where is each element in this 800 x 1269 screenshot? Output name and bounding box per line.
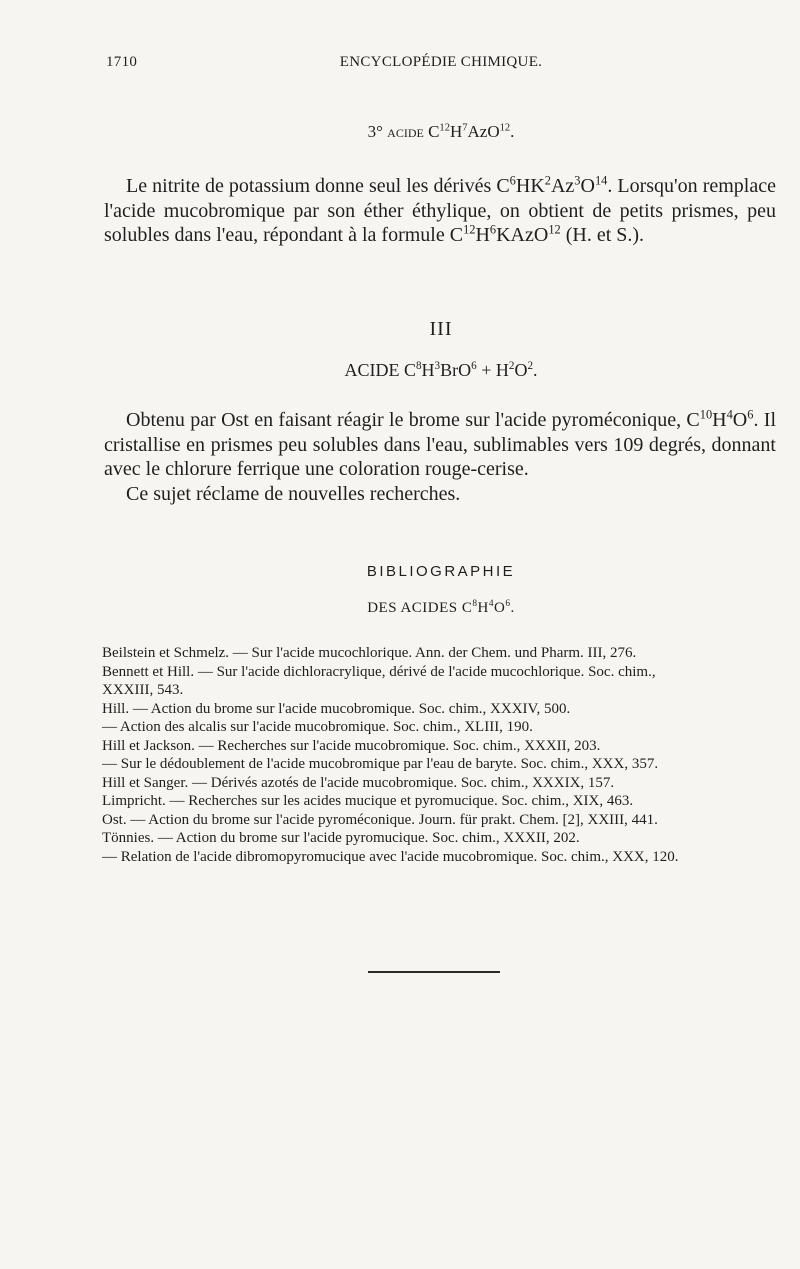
- paragraph-research-note: Ce sujet réclame de nouvelles recherches.: [126, 482, 461, 505]
- section-3-number: 3°: [367, 122, 383, 141]
- bibliography-entry: Ost. — Action du brome sur l'acide pyroméconique. Journ. für prakt. Chem. [2], XXIII, 441.: [102, 811, 658, 828]
- page-number: 1710: [106, 54, 138, 70]
- bibliography-entry: — Action des alcalis sur l'acide mucobromique. Soc. chim., XLIII, 190.: [102, 719, 533, 735]
- section-3-formula: $C^{12}H^7AzO^{12}$.: [428, 122, 515, 141]
- running-title: ENCYCLOPÉDIE CHIMIQUE.: [339, 54, 543, 70]
- paragraph-ost: [104, 408, 776, 506]
- section-iii-number: III: [429, 318, 453, 340]
- bibliography-entry: — Sur le dédoublement de l'acide mucobromique par l'eau de baryte. Soc. chim., XXX, 357.: [102, 756, 659, 772]
- bibliography-entry: — Relation de l'acide dibromopyromucique avec l'acide mucobromique. Soc. chim., XXX, 120.: [102, 848, 679, 865]
- bibliography-entry: Hill et Jackson. — Recherches sur l'acide mucobromique. Soc. chim., XXXII, 203.: [102, 737, 601, 754]
- section-3-heading: [106, 122, 776, 142]
- bibliography-entry-continuation: XXXIII, 543.: [102, 682, 184, 698]
- bibliography-entry: Limpricht. — Recherches sur les acides mucique et pyromucique. Soc. chim., XIX, 463.: [102, 793, 634, 809]
- bibliography-entry: Beilstein et Schmelz. — Sur l'acide mucochlorique. Ann. der Chem. und Pharm. III, 276.: [102, 645, 637, 661]
- bibliography-subtitle-text: DES ACIDES $C^8H^4O^6$.: [367, 599, 515, 616]
- acid-formula: ACIDE $C^8H^3BrO^6 + H^2O^2$.: [344, 360, 538, 380]
- paragraph-nitrite-text: Le nitrite de potassium donne seul les dérivés $C^6HK^2Az^3O^{14}$. Lorsqu'on remplace l'acide mucobromique par son éther éthylique, on obtient de petits prismes, peu solubles dans l'eau, répondant à la formule $C^{12}H^6KAzO^{12}$ (H. et S.).: [104, 173, 776, 246]
- section-3-label: acide: [387, 122, 424, 141]
- bibliography-list: [102, 644, 774, 866]
- section-divider-rule: [368, 971, 500, 973]
- bibliography-title: BIBLIOGRAPHIE: [366, 563, 516, 580]
- bibliography-subtitle: [106, 600, 776, 617]
- bibliography-entry: Tönnies. — Action du brome sur l'acide pyromucique. Soc. chim., XXXII, 202.: [102, 830, 580, 846]
- bibliography-entry: Hill et Sanger. — Dérivés azotés de l'acide mucobromique. Soc. chim., XXXIX, 157.: [102, 774, 615, 791]
- paragraph-nitrite: [104, 174, 776, 248]
- bibliography-entry: Hill. — Action du brome sur l'acide mucobromique. Soc. chim., XXXIV, 500.: [102, 700, 571, 717]
- page-header: [106, 54, 776, 78]
- section-iii-formula: [106, 360, 776, 381]
- paragraph-ost-text: Obtenu par Ost en faisant réagir le brome sur l'acide pyroméconique, $C^{10}H^4O^6$. Il cristallise en prismes peu solubles dans l'eau, sublimables vers 109 degrés, donnant avec le chlorure ferrique une coloration rouge-cerise.: [104, 407, 777, 480]
- bibliography-entry: Bennett et Hill. — Sur l'acide dichloracrylique, dérivé de l'acide mucochlorique. Soc. chim.,: [102, 663, 656, 680]
